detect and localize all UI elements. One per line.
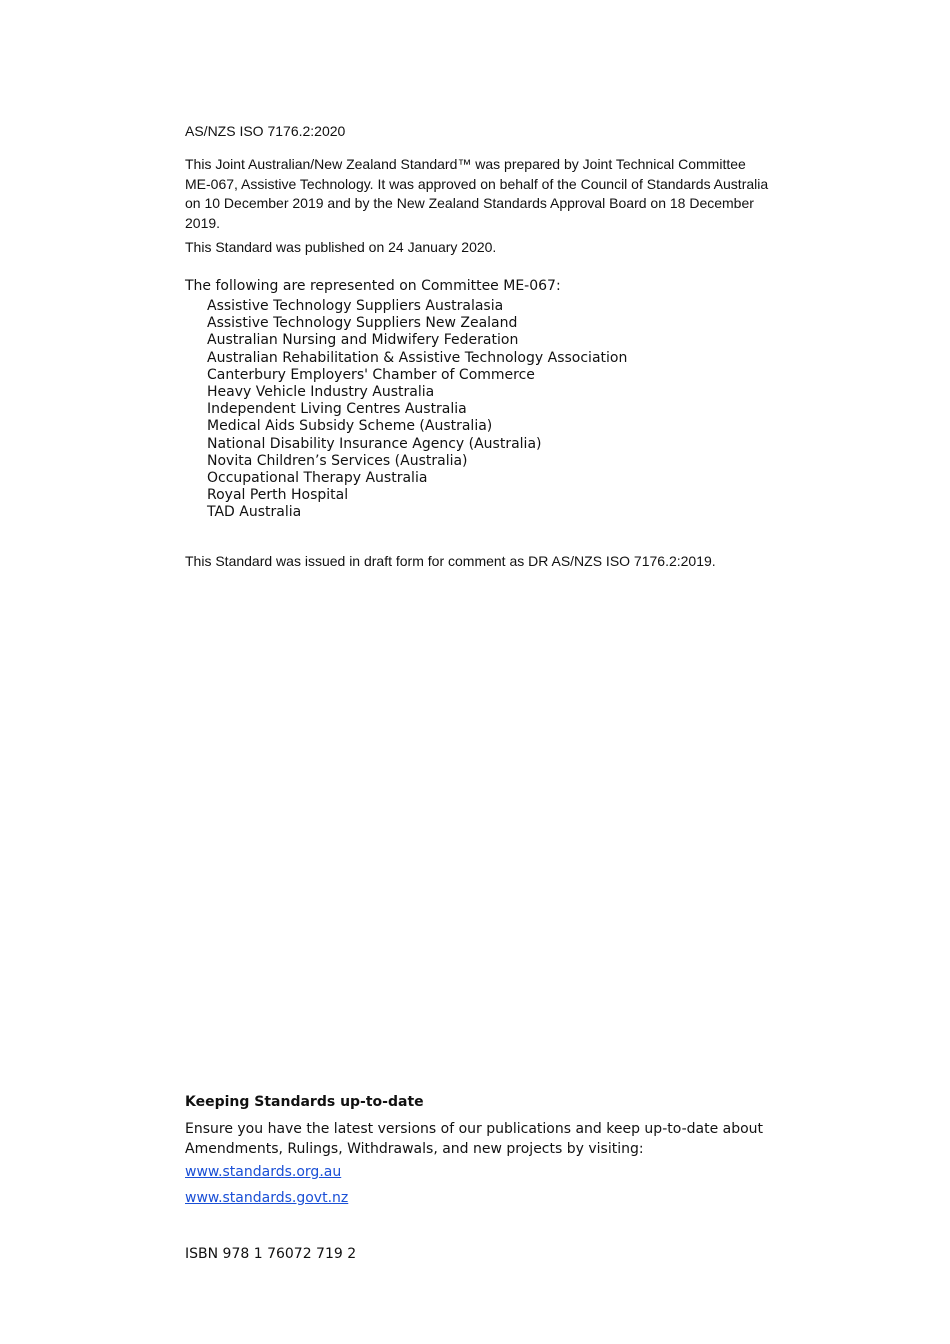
keeping-up-to-date-heading: Keeping Standards up-to-date — [185, 1094, 424, 1110]
document-page — [185, 0, 775, 1344]
committee-intro: The following are represented on Committee ME-067: — [185, 278, 561, 294]
committee-member: Canterbury Employers' Chamber of Commerce — [207, 366, 535, 383]
committee-member: Assistive Technology Suppliers New Zealand — [207, 315, 518, 332]
standards-australia-link[interactable]: www.standards.org.au — [185, 1164, 342, 1180]
committee-member: Royal Perth Hospital — [207, 487, 349, 504]
committee-member: Novita Children’s Services (Australia) — [207, 452, 468, 469]
committee-member: TAD Australia — [207, 504, 302, 521]
standards-new-zealand-link[interactable]: www.standards.govt.nz — [185, 1190, 349, 1206]
committee-member: Australian Rehabilitation & Assistive Technology Association — [207, 349, 628, 366]
standard-designation: AS/NZS ISO 7176.2:2020 — [185, 123, 346, 139]
committee-member: Australian Nursing and Midwifery Federation — [207, 332, 519, 349]
preparation-statement: This Joint Australian/New Zealand Standard™ was prepared by Joint Technical Committee ME-067, Assistive Technology. It was approved on behalf of the Council of Standards Australia on 10 December 2019 and by the New Zealand Standards Approval Board on 18 December 2019. — [185, 156, 769, 231]
committee-member-list — [207, 298, 627, 522]
committee-member: Independent Living Centres Australia — [207, 401, 467, 418]
draft-statement: This Standard was issued in draft form for comment as DR AS/NZS ISO 7176.2:2019. — [185, 553, 716, 569]
committee-member: National Disability Insurance Agency (Australia) — [207, 435, 542, 452]
committee-member: Heavy Vehicle Industry Australia — [207, 384, 435, 401]
keeping-up-to-date-body: Ensure you have the latest versions of our publications and keep up-to-date about Amendments, Rulings, Withdrawals, and new projects by visiting: — [185, 1121, 764, 1157]
isbn: ISBN 978 1 76072 719 2 — [185, 1246, 357, 1262]
committee-member: Assistive Technology Suppliers Australasia — [207, 298, 504, 314]
publication-statement: This Standard was published on 24 January 2020. — [185, 239, 497, 255]
committee-member: Medical Aids Subsidy Scheme (Australia) — [207, 418, 493, 435]
committee-member: Occupational Therapy Australia — [207, 470, 428, 487]
